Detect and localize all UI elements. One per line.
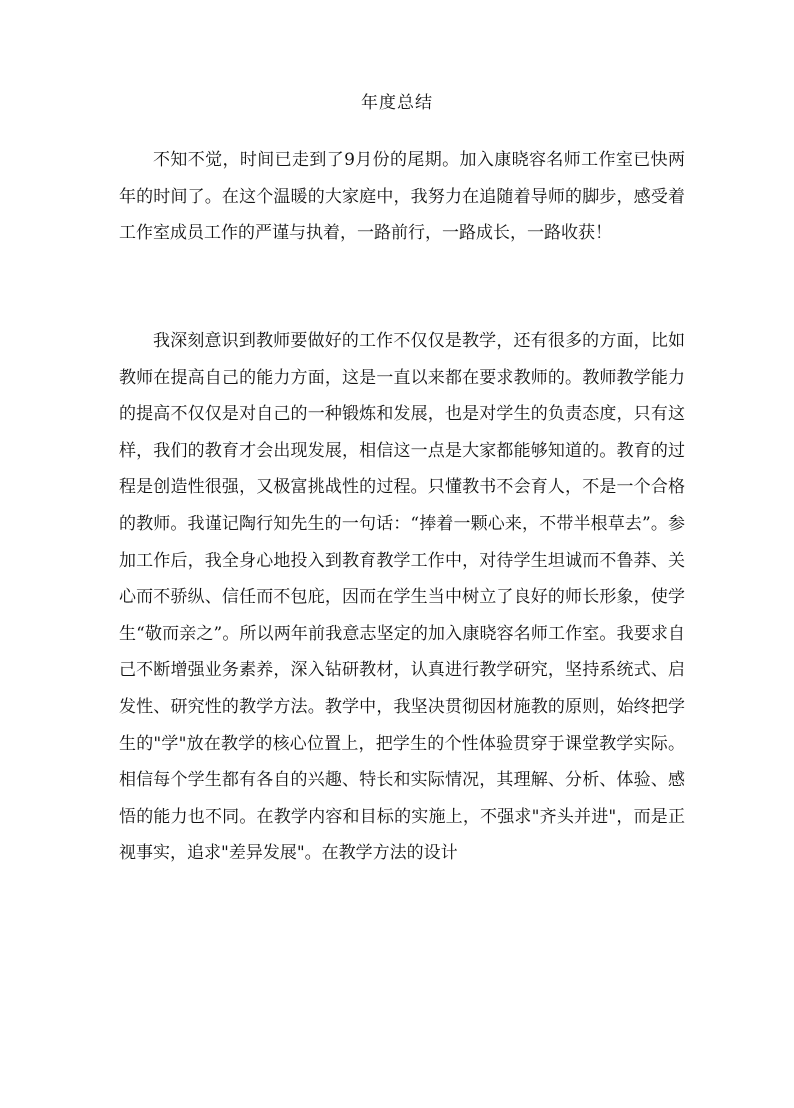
paragraph-2-container	[119, 323, 685, 872]
paragraph-1-container	[119, 142, 685, 252]
paragraph-1: 不知不觉，时间已走到了9月份的尾期。加入康晓容名师工作室已快两年的时间了。在这个温暖的大家庭中，我努力在追随着导师的脚步，感受着工作室成员工作的严谨与执着，一路前行，一路成长，一路收获！	[119, 150, 685, 244]
document-title: 年度总结	[361, 93, 433, 113]
paragraph-2: 我深刻意识到教师要做好的工作不仅仅是教学，还有很多的方面，比如教师在提高自己的能力方面，这是一直以来都在要求教师的。教师教学能力的提高不仅仅是对自己的一种锻炼和发展，也是对学生的负责态度，只有这样，我们的教育才会出现发展，相信这一点是大家都能够知道的。教育的过程是创造性很强，又极富挑战性的过程。只懂教书不会育人，不是一个合格的教师。我谨记陶行知先生的一句话：“捧着一颗心来，不带半根草去”。参加工作后，我全身心地投入到教育教学工作中，对待学生坦诚而不鲁莽、关心而不骄纵、信任而不包庇，因而在学生当中树立了良好的师长形象，使学生“敬而亲之”。所以两年前我意志坚定的加入康晓容名师工作室。我要求自己不断增强业务素养，深入钻研教材，认真进行教学研究，坚持系统式、启发性、研究性的教学方法。教学中，我坚决贯彻因材施教的原则，始终把学生的"学"放在教学的核心位置上，把学生的个性体验贯穿于课堂教学实际。相信每个学生都有各自的兴趣、特长和实际情况，其理解、分析、体验、感悟的能力也不同。在教学内容和目标的实施上，不强求"齐头并进"，而是正视事实，追求"差异发展"。在教学方法的设计	[119, 331, 685, 864]
